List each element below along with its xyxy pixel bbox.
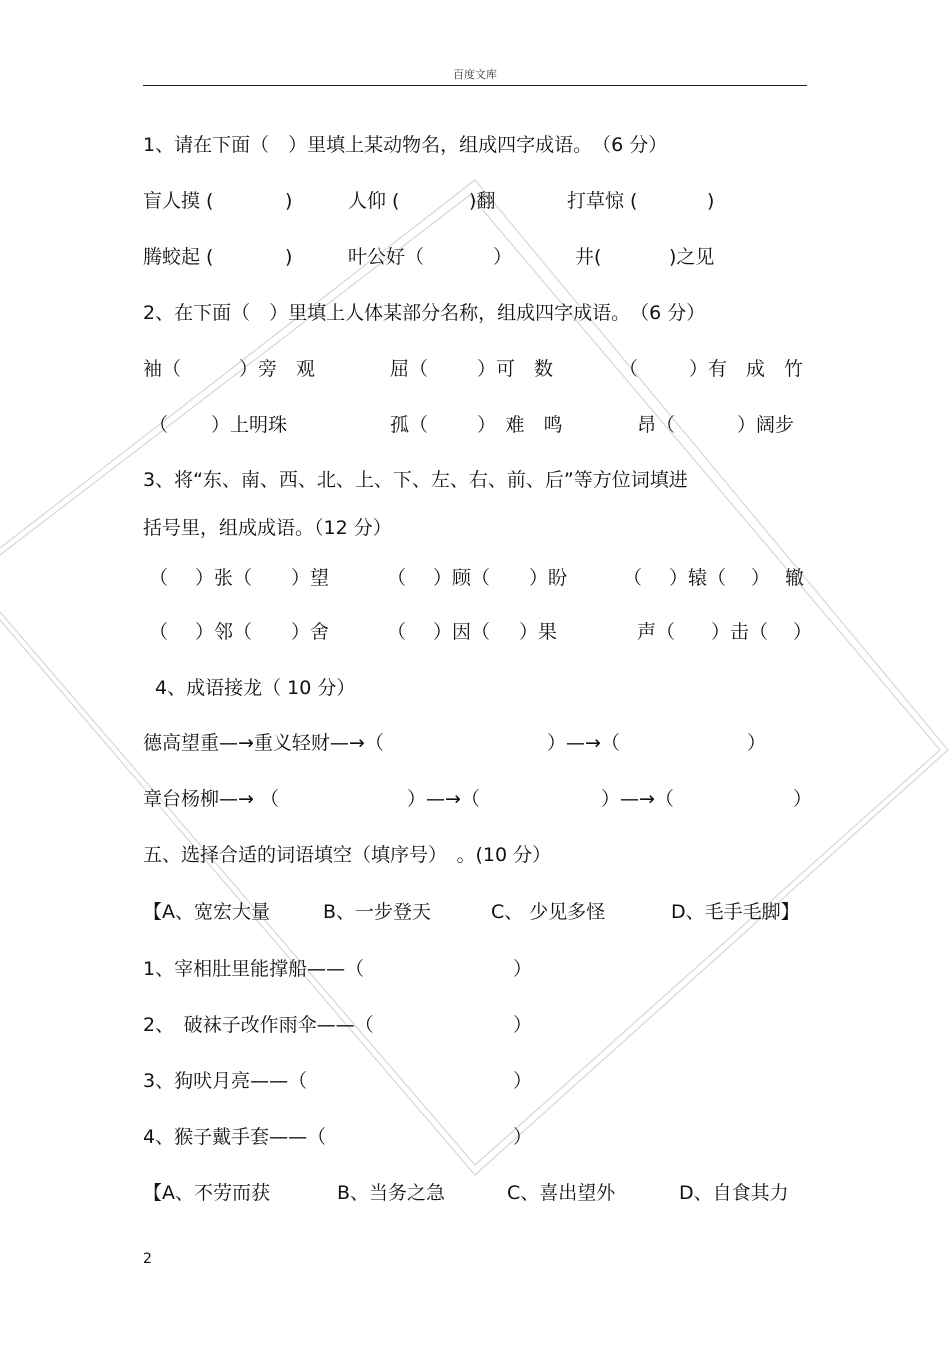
q1-item: ） <box>493 246 513 268</box>
q3-item: ）舍 <box>291 621 330 643</box>
q3-item: ）望 <box>291 567 330 589</box>
q2-item: （ <box>149 414 169 436</box>
q5-item-text: 2、 破袜子改作雨伞——（ <box>143 1014 374 1036</box>
question-1-title: 1、请在下面（ ）里填上某动物名，组成四字成语。 （6 分） <box>143 134 668 156</box>
option-b: B、一步登天 <box>323 901 432 923</box>
q4-chain-part: ）—→（ <box>407 788 480 810</box>
q5-item-close: ） <box>513 1126 533 1148</box>
q1-item: 打草惊 ( <box>567 190 638 212</box>
q3-item: （ <box>149 621 169 643</box>
q1-item: 盲人摸 ( <box>143 190 214 212</box>
q1-item: )翻 <box>469 190 496 212</box>
header-divider <box>143 85 807 86</box>
q1-item: 叶公好（ <box>348 246 425 268</box>
q4-chain-part: 章台杨柳—→ （ <box>143 788 279 810</box>
q1-item: ) <box>285 246 293 268</box>
q4-chain-part: ） <box>793 788 813 810</box>
q2-item: ）上明珠 <box>211 414 288 436</box>
option-a: 【A、宽宏大量 <box>143 901 270 923</box>
q2-item: ）可 数 <box>477 358 554 380</box>
q1-item: 腾蛟起 ( <box>143 246 214 268</box>
q2-item: ）阔步 <box>737 414 795 436</box>
q3-item: ）盼 <box>529 567 568 589</box>
q2-item: ）旁 观 <box>239 358 316 380</box>
q4-chain-part: ）—→（ <box>601 788 674 810</box>
q4-chain-part: ）—→（ <box>547 732 620 754</box>
q3-item: 辙 <box>785 567 805 589</box>
q3-item: ）张（ <box>195 567 253 589</box>
q5-item-text: 1、宰相肚里能撑船——（ <box>143 958 365 980</box>
q1-item: )之见 <box>669 246 715 268</box>
q3-item: ） <box>751 567 771 589</box>
q3-item: （ <box>623 567 643 589</box>
q1-item: 人仰 ( <box>348 190 400 212</box>
q1-item: 井( <box>575 246 602 268</box>
q4-chain-part: ） <box>747 732 767 754</box>
q3-item: ）击（ <box>711 621 769 643</box>
q3-item: ）辕（ <box>669 567 727 589</box>
question-5-title: 五、选择合适的词语填空（填序号） 。(10 分） <box>143 844 552 866</box>
q5-item-text: 3、狗吠月亮——（ <box>143 1070 308 1092</box>
q5-item-text: 4、猴子戴手套——（ <box>143 1126 327 1148</box>
option-c: C、喜出望外 <box>507 1182 616 1204</box>
q2-item: 孤（ <box>390 414 429 436</box>
q1-item: ) <box>707 190 715 212</box>
option-a: 【A、不劳而获 <box>143 1182 270 1204</box>
q2-item: ）有 成 竹 <box>689 358 804 380</box>
q2-item: ） 难 鸣 <box>477 414 563 436</box>
q3-item: （ <box>387 621 407 643</box>
question-3-title-line-1: 3、将“东、南、西、北、上、下、左、右、前、后”等方位词填进 <box>143 469 688 491</box>
option-d: D、自食其力 <box>679 1182 789 1204</box>
page-header: 百度文库 <box>453 68 497 81</box>
q5-item-close: ） <box>513 1070 533 1092</box>
q5-item-close: ） <box>513 958 533 980</box>
q3-item: （ <box>387 567 407 589</box>
q2-item: 屈（ <box>390 358 429 380</box>
q3-item: ） <box>793 621 813 643</box>
question-4-title: 4、成语接龙（ 10 分） <box>155 677 356 699</box>
q3-item: ）邻（ <box>195 621 253 643</box>
page-number: 2 <box>143 1251 152 1267</box>
option-c: C、 少见多怪 <box>491 901 606 923</box>
option-b: B、当务之急 <box>337 1182 446 1204</box>
q3-item: ）顾（ <box>433 567 491 589</box>
q2-item: 昂（ <box>637 414 676 436</box>
q3-item: 声（ <box>637 621 676 643</box>
q3-item: ）果 <box>519 621 558 643</box>
question-2-title: 2、在下面（ ）里填上人体某部分名称，组成四字成语。 （6 分） <box>143 302 706 324</box>
q5-item-close: ） <box>513 1014 533 1036</box>
q1-item: ) <box>285 190 293 212</box>
q4-chain-part: 德高望重—→重义轻财—→（ <box>143 732 384 754</box>
q3-item: （ <box>149 567 169 589</box>
option-d: D、毛手毛脚】 <box>671 901 800 923</box>
q3-item: ）因（ <box>433 621 491 643</box>
question-3-title-line-2: 括号里，组成成语。（12 分） <box>143 517 392 539</box>
q2-item: （ <box>619 358 639 380</box>
q2-item: 袖（ <box>143 358 182 380</box>
